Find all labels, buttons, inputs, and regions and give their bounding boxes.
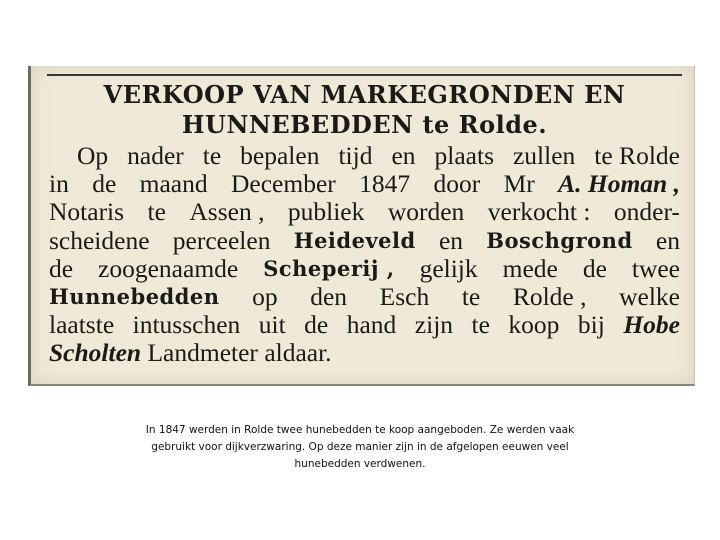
word: de: [92, 169, 117, 199]
top-rule: [47, 74, 682, 76]
newspaper-clipping: [28, 66, 695, 386]
word: zullen: [512, 141, 576, 170]
hunnebedden-term: Hunnebedden: [49, 284, 220, 310]
headline-line-2: [45, 110, 684, 140]
word: scheidene: [49, 225, 150, 255]
caption: In 1847 werden in Rolde twee hunebedden te koop aangeboden. Ze werden vaak gebruikt voor dijkverzwaring. Op deze manier zijn in de afgelopen eeuwen veel hunebedden verdwenen.: [145, 424, 575, 470]
word: de: [304, 310, 329, 340]
body-line: [49, 198, 680, 226]
body-line: [49, 227, 680, 255]
word: twee: [631, 253, 680, 283]
word: gelijk: [419, 253, 478, 283]
word: worden: [387, 197, 465, 227]
word: Op: [77, 141, 109, 170]
body-line: [49, 339, 680, 367]
word: de: [582, 253, 607, 283]
word: welke: [619, 282, 680, 312]
notary-name: A. Homan ,: [558, 169, 680, 199]
word: in: [49, 169, 69, 199]
body-line: [49, 255, 680, 283]
headline-te-rolde: te Rolde.: [422, 110, 548, 139]
word: te: [471, 310, 490, 340]
word: uit: [258, 310, 286, 340]
body-line: [49, 283, 680, 311]
word: tijd: [338, 141, 373, 170]
word: en: [655, 225, 680, 255]
word: hand: [346, 310, 397, 340]
advertisement-body: [49, 142, 680, 368]
word: den: [310, 282, 348, 312]
word: en: [438, 225, 464, 255]
word: en: [391, 141, 416, 170]
word: Esch: [379, 282, 430, 312]
word: Landmeter: [147, 338, 258, 368]
word: intusschen: [132, 310, 241, 340]
word: de: [49, 253, 74, 283]
surveyor-last-name: Scholten: [49, 338, 142, 368]
word: mede: [502, 253, 558, 283]
surveyor-first-name: Hobe: [623, 310, 680, 340]
headline-line-1: VERKOOP VAN MARKEGRONDEN EN: [103, 80, 626, 109]
word: door: [433, 169, 481, 199]
word: onder-: [613, 197, 680, 227]
boschgrond-term: Boschgrond: [486, 227, 633, 253]
body-line: [49, 142, 680, 170]
word: Notaris: [49, 197, 125, 227]
word: bepalen: [240, 141, 320, 170]
word: Mr: [503, 169, 535, 199]
word: plaats: [434, 141, 494, 170]
body-line: [49, 311, 680, 339]
heideveld-term: Heideveld: [293, 227, 416, 253]
word: zoogenaamde: [98, 253, 239, 283]
word: publiek: [287, 197, 365, 227]
body-line: [49, 170, 680, 198]
word: te: [202, 141, 222, 170]
word: verkocht :: [487, 197, 591, 227]
scheperij-term: Scheperij ,: [263, 255, 395, 281]
word: Rolde ,: [512, 282, 587, 312]
word: aldaar.: [264, 338, 332, 368]
word: te Rolde: [594, 141, 680, 170]
word: December: [230, 169, 336, 199]
word: bij: [577, 310, 605, 340]
word: te: [461, 282, 481, 312]
clipping-content: [45, 74, 684, 378]
word: koop: [508, 310, 560, 340]
word: 1847: [359, 169, 411, 199]
headline-hunnebedden: HUNNEBEDDEN: [181, 110, 414, 139]
word: Assen ,: [189, 197, 265, 227]
word: perceelen: [172, 225, 271, 255]
word: nader: [127, 141, 184, 170]
word: zijn: [414, 310, 454, 340]
word: op: [252, 282, 278, 312]
word: maand: [139, 169, 208, 199]
word: te: [147, 197, 166, 227]
word: laatste: [49, 310, 115, 340]
